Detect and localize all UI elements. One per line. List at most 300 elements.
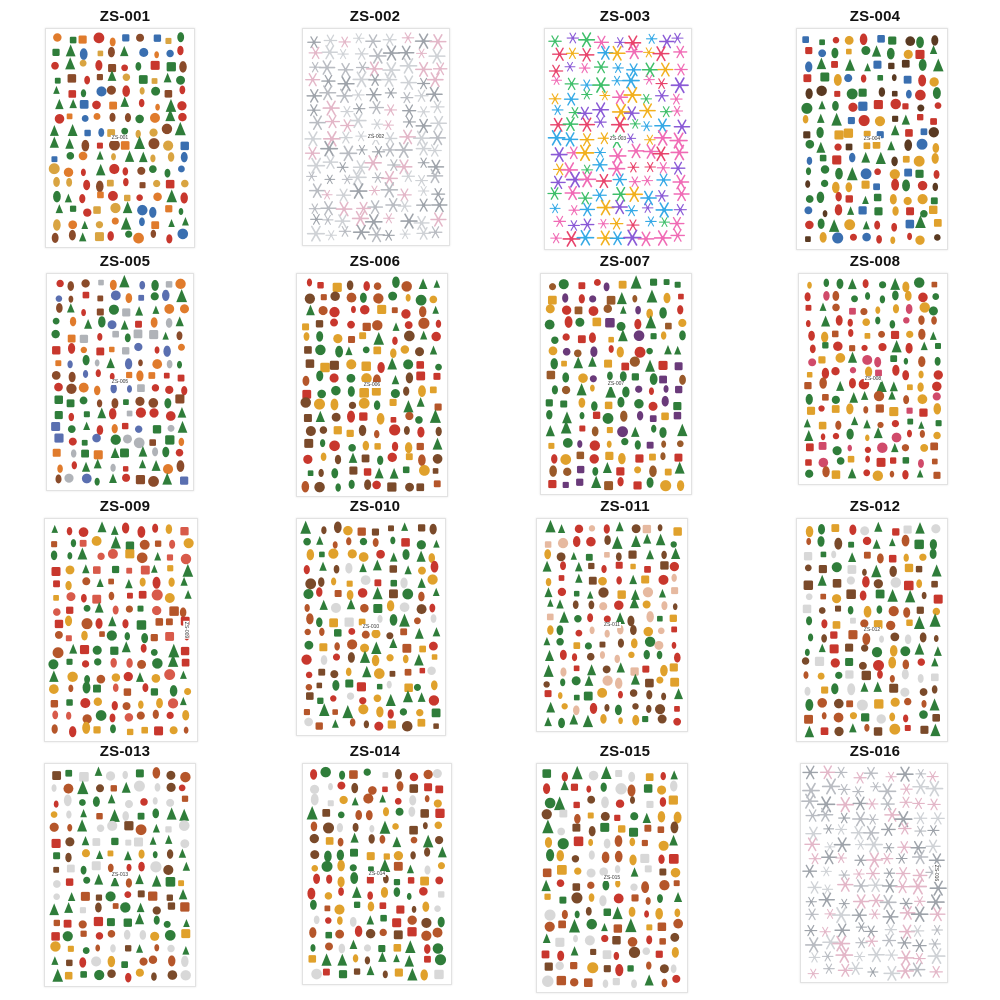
sticker: [321, 202, 336, 215]
sticker: [432, 708, 441, 717]
sticker: [647, 477, 654, 488]
sticker: [431, 680, 438, 690]
sticker: [818, 405, 824, 411]
sticker: [544, 549, 551, 559]
sticker: [932, 714, 940, 722]
sticker: [922, 592, 927, 599]
sticker: [66, 712, 71, 720]
sticker: [884, 843, 894, 852]
sticker: [407, 927, 416, 936]
sticker: [109, 164, 119, 174]
sticker: [93, 646, 102, 655]
product-card[interactable]: [750, 735, 1000, 985]
sticker: [421, 931, 431, 941]
sticker: [930, 443, 938, 451]
sticker: [177, 460, 185, 472]
sticker: [934, 170, 940, 179]
sticker: [900, 797, 912, 807]
sticker: [542, 769, 551, 778]
sticker: [55, 631, 63, 639]
sticker: [867, 815, 878, 824]
sticker: [917, 607, 924, 614]
sticker: [180, 839, 189, 848]
sticker: [655, 908, 663, 919]
sticker: [154, 35, 161, 42]
sticker: [428, 145, 441, 156]
sticker: [818, 219, 825, 229]
sticker: [124, 672, 133, 681]
sticker: [430, 35, 446, 49]
sticker: [424, 944, 430, 954]
sticker: [305, 629, 311, 635]
sticker: [430, 524, 437, 535]
sticker: [616, 562, 623, 569]
sticker: [914, 954, 926, 964]
sticker: [849, 723, 857, 732]
sheet-label: ZS-002: [367, 134, 385, 140]
sticker: [860, 308, 867, 315]
sticker: [308, 105, 320, 116]
sticker: [644, 48, 654, 57]
sticker: [126, 293, 133, 303]
product-card[interactable]: [250, 245, 500, 495]
sticker: [849, 308, 856, 315]
sticker: [839, 813, 850, 823]
sticker: [579, 193, 592, 204]
sticker: [179, 820, 190, 831]
sticker: [865, 434, 869, 441]
sticker: [121, 64, 128, 71]
sticker: [81, 594, 87, 603]
sticker: [853, 797, 867, 809]
product-card[interactable]: [500, 735, 750, 985]
sticker: [395, 143, 412, 157]
sticker: [890, 194, 897, 205]
sticker: [650, 279, 657, 286]
sticker: [595, 117, 607, 127]
sticker: [392, 276, 400, 287]
sticker: [64, 168, 73, 177]
sticker: [604, 552, 610, 558]
sticker: [817, 536, 824, 547]
sticker: [837, 457, 845, 465]
sticker: [928, 799, 940, 810]
sticker: [64, 474, 73, 483]
sticker: [82, 462, 90, 472]
product-card[interactable]: [250, 0, 500, 250]
sticker: [122, 423, 128, 429]
sticker: [359, 412, 367, 420]
sticker: [659, 307, 667, 318]
sticker: [888, 63, 894, 69]
sticker: [417, 604, 427, 614]
sticker: [383, 121, 393, 130]
sticker: [123, 74, 131, 82]
sticker: [113, 606, 119, 615]
sticker: [558, 692, 563, 699]
sticker: [326, 875, 332, 884]
sticker: [614, 924, 622, 932]
sticker: [933, 392, 941, 400]
sticker: [835, 606, 841, 612]
sticker: [152, 460, 161, 471]
sticker: [134, 330, 143, 339]
sticker: [590, 703, 597, 714]
sticker: [545, 690, 552, 697]
sheet-label: ZS-016: [932, 864, 939, 882]
sticker: [83, 682, 91, 694]
sticker: [374, 668, 385, 679]
sticker: [402, 721, 413, 732]
sticker: [348, 336, 355, 343]
product-card[interactable]: [500, 0, 750, 250]
sticker-sheet-image: [544, 28, 692, 250]
sticker-sheet-image: [45, 28, 195, 248]
sticker: [111, 398, 118, 408]
sticker: [671, 964, 677, 973]
sticker: [392, 307, 398, 313]
sticker: [124, 851, 132, 860]
sticker: [926, 840, 940, 852]
sticker: [601, 766, 612, 779]
sticker: [562, 772, 568, 782]
sticker: [930, 549, 937, 559]
sticker: [358, 704, 368, 714]
sticker: [910, 963, 925, 976]
sticker: [390, 348, 396, 358]
sticker: [574, 591, 580, 597]
sticker: [431, 101, 444, 112]
sticker: [672, 975, 680, 983]
sticker: [51, 330, 59, 338]
sticker: [81, 89, 86, 97]
sticker: [420, 877, 429, 886]
sticker: [821, 332, 828, 343]
sticker: [658, 811, 666, 822]
sticker: [429, 49, 445, 62]
sticker: [305, 578, 316, 589]
sticker: [338, 838, 344, 847]
sticker: [412, 906, 417, 913]
sticker: [418, 524, 425, 531]
sticker: [802, 36, 809, 43]
sticker: [137, 526, 145, 538]
sticker: [135, 115, 144, 124]
sticker: [391, 580, 398, 587]
sticker: [405, 940, 415, 953]
sticker: [572, 766, 583, 779]
sticker: [607, 372, 613, 381]
sticker: [311, 214, 322, 224]
sticker: [604, 360, 612, 368]
sticker: [890, 645, 898, 656]
sticker: [930, 45, 937, 54]
sticker: [96, 348, 104, 356]
sticker: [631, 589, 640, 600]
sticker: [805, 292, 811, 301]
sticker: [111, 290, 121, 300]
sticker: [915, 643, 925, 655]
sticker: [373, 347, 381, 355]
sticker: [390, 565, 398, 573]
sticker: [55, 114, 65, 124]
sticker: [139, 958, 147, 966]
sticker: [438, 847, 447, 858]
sticker: [430, 409, 441, 423]
sticker: [821, 165, 830, 174]
sticker: [832, 232, 843, 243]
sticker: [919, 408, 927, 416]
sticker: [110, 944, 116, 952]
product-card[interactable]: [250, 490, 500, 740]
sticker: [836, 853, 847, 862]
sticker: [84, 319, 92, 329]
sticker: [876, 152, 886, 164]
sticker: [416, 119, 431, 132]
sticker: [846, 589, 856, 599]
sticker: [162, 124, 172, 134]
sticker: [122, 811, 129, 821]
sticker: [920, 302, 930, 312]
sticker: [380, 835, 386, 844]
sticker: [93, 206, 101, 214]
sticker: [821, 766, 835, 778]
sticker: [434, 280, 441, 288]
sticker: [67, 552, 72, 559]
sticker: [165, 826, 171, 832]
sticker: [321, 452, 327, 461]
sticker: [571, 892, 582, 903]
sticker: [407, 916, 416, 925]
sticker: [372, 481, 381, 490]
sticker: [139, 75, 148, 84]
sticker: [559, 279, 569, 289]
sticker: [325, 892, 333, 900]
sticker: [404, 565, 411, 574]
sticker: [620, 371, 627, 381]
sticker: [316, 331, 323, 342]
sticker: [418, 107, 430, 117]
sticker: [125, 151, 134, 162]
sticker: [565, 187, 580, 200]
sticker: [573, 357, 583, 369]
sticker: [671, 162, 684, 174]
sticker: [415, 416, 423, 424]
sticker: [402, 644, 411, 653]
sticker: [627, 965, 633, 971]
sticker: [588, 839, 593, 846]
sticker: [405, 412, 413, 420]
sticker: [347, 374, 356, 383]
product-card[interactable]: [750, 245, 1000, 495]
sticker: [871, 782, 881, 791]
sticker: [578, 107, 592, 119]
sticker: [80, 60, 87, 67]
sticker: [120, 448, 129, 457]
sticker: [71, 449, 77, 457]
sticker: [806, 909, 818, 920]
sticker: [834, 713, 844, 723]
product-card[interactable]: [0, 735, 250, 985]
sticker: [349, 480, 355, 489]
sticker: [851, 295, 858, 302]
sticker: [432, 654, 438, 660]
sticker: [176, 449, 184, 457]
sticker: [866, 936, 878, 946]
sticker: [802, 657, 809, 664]
sticker: [304, 604, 309, 612]
sticker: [931, 673, 939, 681]
sticker: [306, 74, 320, 86]
sticker: [307, 549, 315, 560]
sticker: [347, 639, 357, 649]
sticker: [579, 172, 596, 186]
product-code: ZS-010: [349, 498, 401, 515]
sticker: [49, 163, 60, 174]
sticker: [600, 714, 606, 724]
sticker: [367, 88, 381, 100]
sticker: [873, 539, 881, 549]
sticker: [919, 554, 926, 561]
sticker: [387, 600, 394, 611]
sticker: [614, 655, 620, 663]
sticker: [904, 358, 908, 365]
sticker: [855, 855, 867, 865]
sticker: [122, 782, 131, 793]
sticker: [614, 815, 620, 821]
sticker: [935, 102, 942, 109]
sticker: [557, 865, 567, 875]
sticker: [577, 452, 585, 460]
sticker: [374, 722, 383, 731]
sticker: [430, 131, 445, 144]
sticker: [917, 105, 924, 112]
product-card[interactable]: [0, 0, 250, 250]
sticker: [876, 404, 884, 412]
sticker: [643, 525, 651, 533]
sticker: [427, 574, 437, 584]
sticker: [674, 412, 682, 420]
sticker: [82, 836, 90, 845]
sticker: [386, 694, 396, 706]
sticker: [546, 578, 552, 586]
sticker: [563, 438, 573, 448]
sticker: [645, 135, 655, 144]
sticker: [53, 449, 61, 457]
sticker: [930, 698, 940, 710]
sticker: [855, 952, 865, 961]
sticker: [49, 670, 58, 681]
sticker: [602, 852, 610, 864]
sticker: [604, 304, 612, 312]
product-card[interactable]: [0, 245, 250, 495]
sticker: [560, 667, 566, 676]
sticker: [165, 38, 171, 44]
product-card[interactable]: [0, 490, 250, 740]
product-code: ZS-006: [349, 253, 401, 270]
sticker: [604, 839, 611, 849]
sticker: [53, 219, 61, 230]
sticker: [555, 938, 564, 947]
sticker: [577, 383, 587, 395]
sticker: [67, 672, 77, 682]
sticker: [418, 692, 426, 702]
sticker: [543, 783, 550, 794]
sticker: [124, 688, 131, 695]
sticker: [435, 809, 444, 818]
sticker: [329, 440, 340, 451]
sticker: [69, 372, 76, 383]
sticker: [322, 75, 335, 86]
sticker: [166, 50, 173, 57]
sticker: [663, 293, 670, 304]
sticker: [565, 316, 573, 328]
sticker: [918, 459, 924, 468]
sticker: [549, 36, 561, 47]
sticker: [429, 642, 438, 651]
sticker: [138, 813, 145, 820]
sticker: [304, 718, 313, 727]
sticker: [164, 373, 170, 379]
sticker: [390, 671, 396, 677]
sticker: [630, 884, 637, 891]
sticker: [53, 647, 64, 658]
sticker: [71, 539, 76, 547]
sticker: [423, 835, 433, 848]
sticker: [180, 697, 187, 705]
sticker: [302, 323, 309, 330]
sticker: [558, 921, 566, 929]
sticker: [626, 45, 642, 59]
sticker: [815, 657, 824, 666]
sticker: [387, 358, 397, 370]
sticker: [424, 865, 430, 874]
product-card[interactable]: [750, 0, 1000, 250]
product-card[interactable]: [500, 245, 750, 495]
product-card[interactable]: [250, 735, 500, 985]
product-card[interactable]: [750, 490, 1000, 740]
sticker: [337, 850, 344, 861]
sticker: [122, 347, 129, 354]
sticker: [415, 90, 428, 101]
sticker-sheet-image: [302, 763, 452, 985]
sticker: [372, 587, 382, 599]
sticker: [915, 50, 924, 59]
sticker: [557, 850, 565, 861]
sticker: [300, 521, 311, 534]
sticker: [165, 435, 174, 444]
sticker: [872, 45, 881, 56]
sticker: [874, 391, 884, 401]
sticker: [68, 74, 77, 83]
sticker: [805, 459, 812, 466]
sticker: [400, 628, 407, 635]
sticker: [120, 96, 129, 106]
product-card[interactable]: [500, 490, 750, 740]
sticker: [97, 825, 104, 832]
sticker: [390, 468, 399, 479]
sticker: [416, 361, 424, 369]
sticker: [333, 654, 340, 661]
sticker: [932, 459, 938, 465]
sticker: [645, 679, 654, 688]
sticker: [599, 895, 606, 906]
sticker: [630, 120, 640, 129]
sticker: [124, 930, 131, 940]
sticker: [617, 347, 624, 358]
sticker: [670, 780, 677, 791]
sticker: [559, 897, 566, 904]
